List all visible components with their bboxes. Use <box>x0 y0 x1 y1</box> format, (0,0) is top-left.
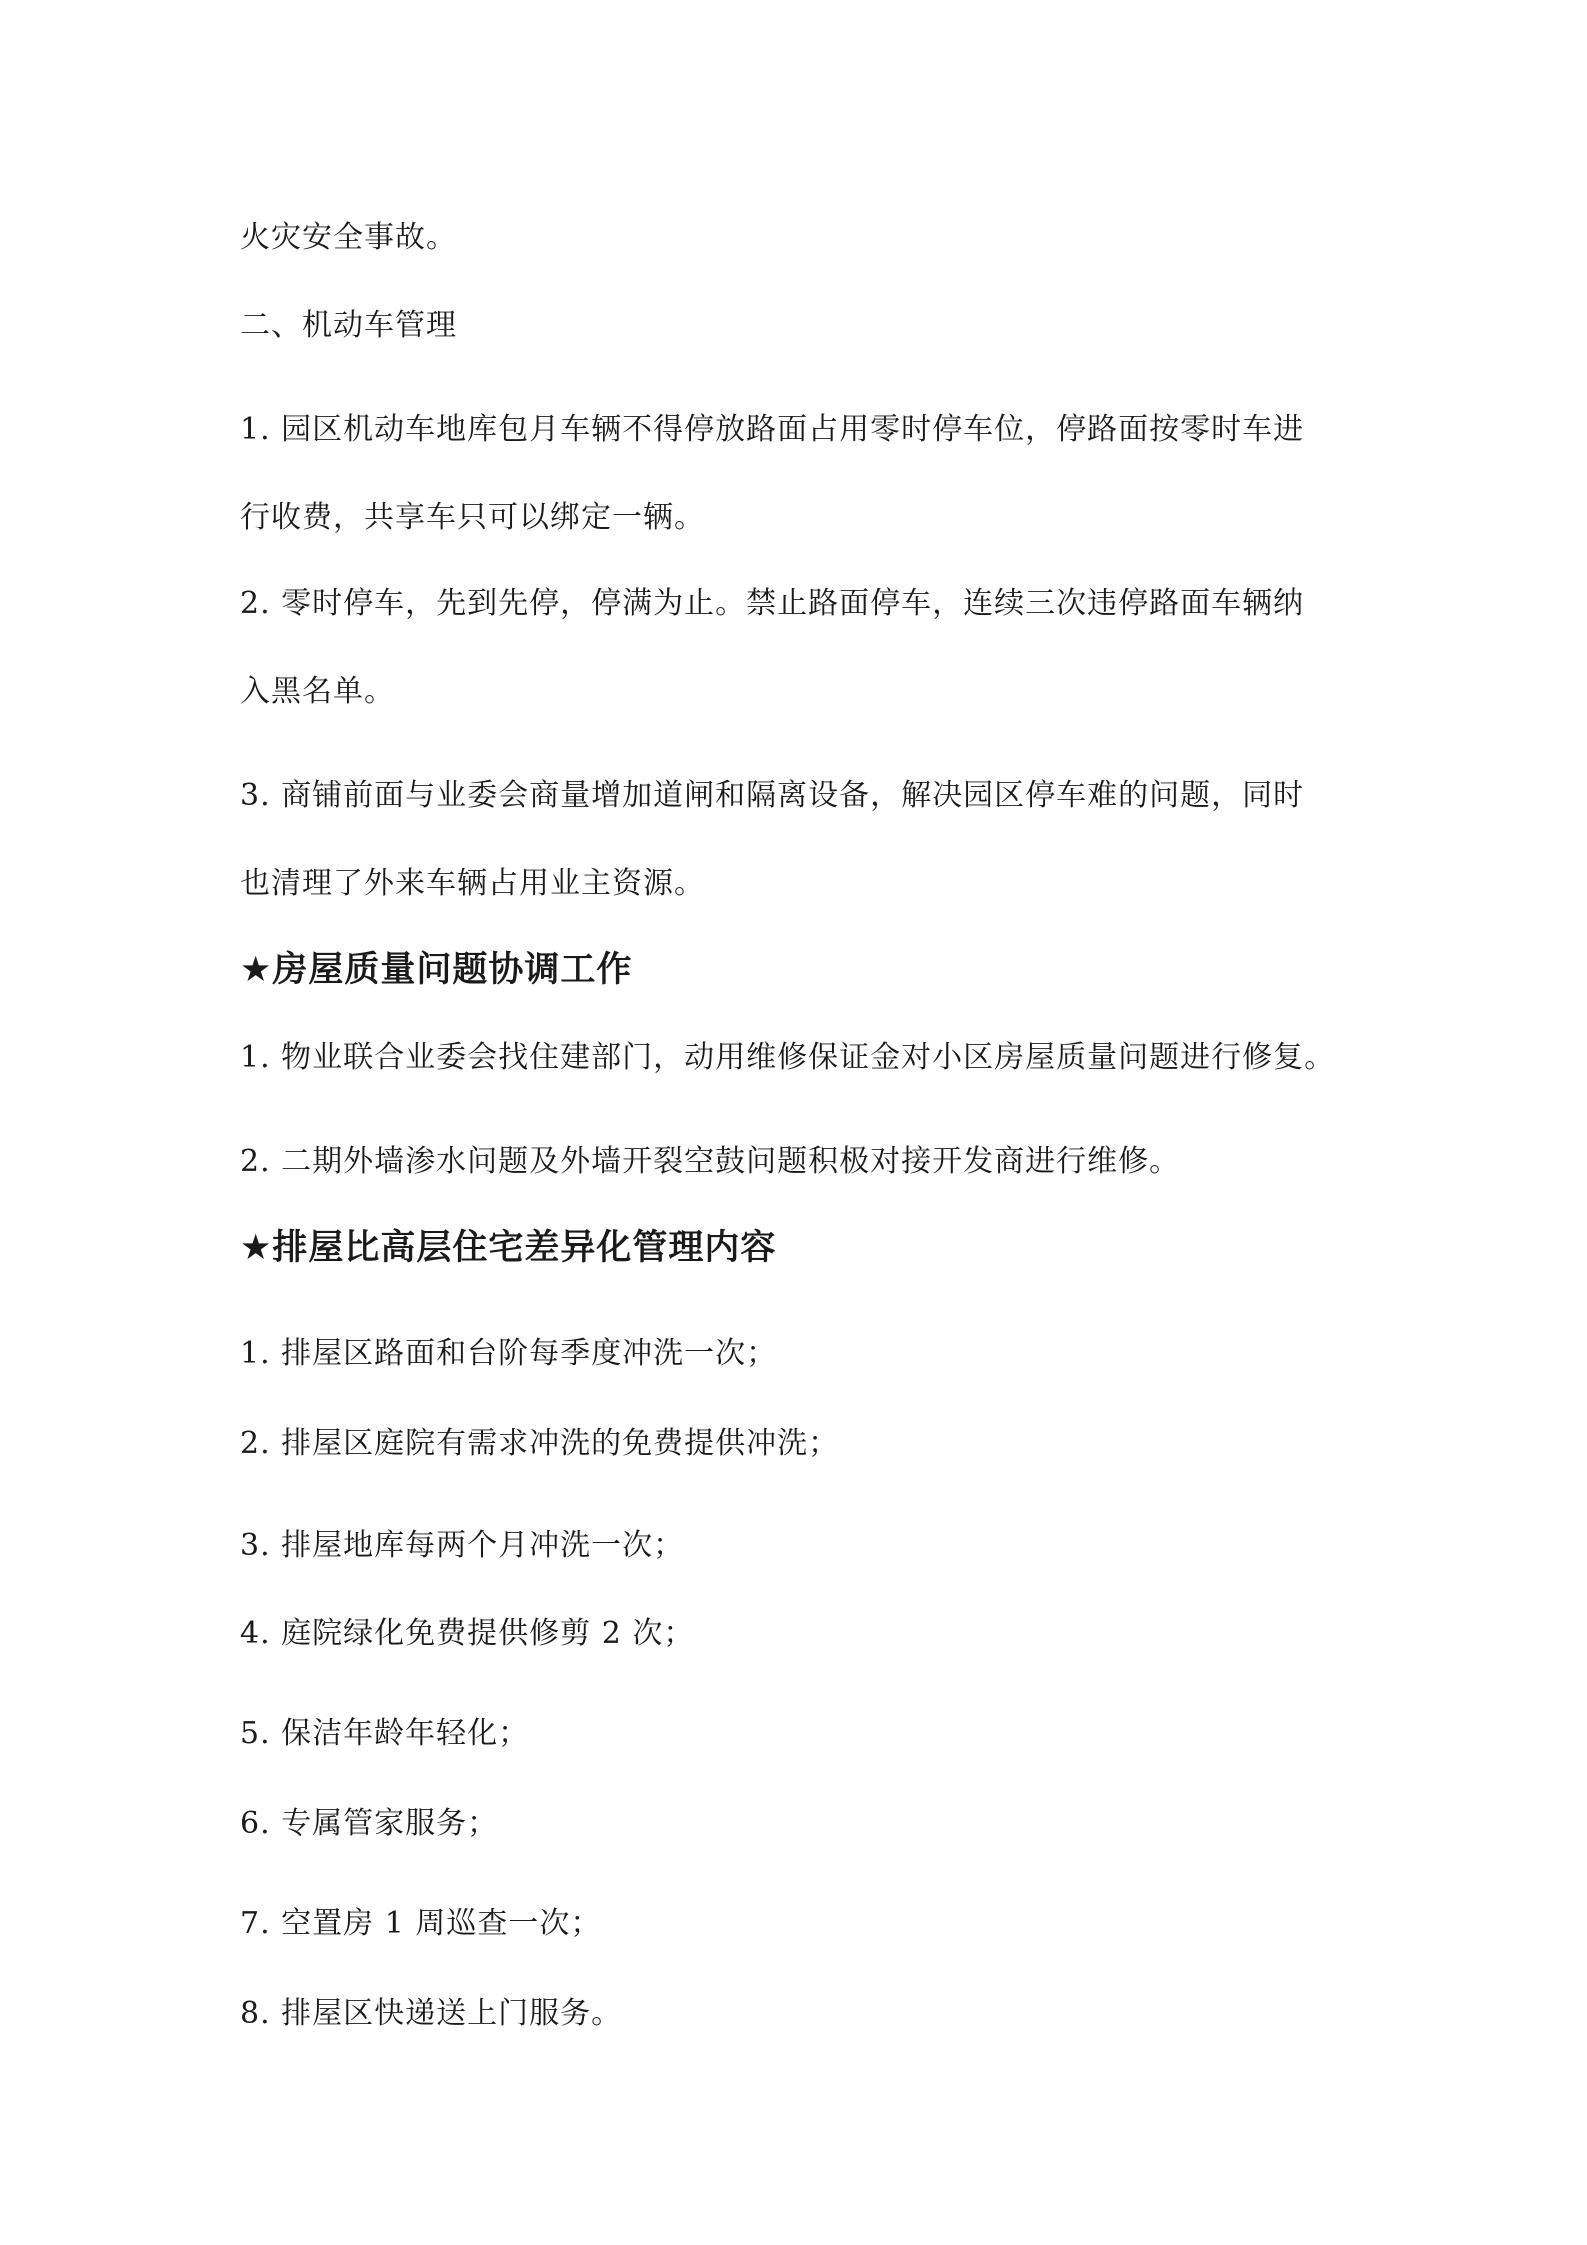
section-title-vehicle: 二、机动车管理 <box>240 308 457 343</box>
vehicle-item-3-line-1: 3. 商铺前面与业委会商量增加道闸和隔离设备，解决园区停车难的问题，同时 <box>240 778 1305 813</box>
townhouse-item-8: 8. 排屋区快递送上门服务。 <box>240 1996 623 2031</box>
continued-text: 火灾安全事故。 <box>240 220 457 255</box>
quality-item-2: 2. 二期外墙渗水问题及外墙开裂空鼓问题积极对接开发商进行维修。 <box>240 1144 1181 1179</box>
townhouse-item-6: 6. 专属管家服务； <box>240 1806 499 1841</box>
vehicle-item-1-line-1: 1. 园区机动车地库包月车辆不得停放路面占用零时停车位，停路面按零时车进 <box>240 412 1305 447</box>
vehicle-item-2-line-2: 入黑名单。 <box>240 674 395 709</box>
townhouse-item-2: 2. 排屋区庭院有需求冲洗的免费提供冲洗； <box>240 1426 840 1461</box>
townhouse-item-7: 7. 空置房 1 周巡查一次； <box>240 1906 602 1941</box>
vehicle-item-2-line-1: 2. 零时停车，先到先停，停满为止。禁止路面停车，连续三次违停路面车辆纳 <box>240 586 1305 621</box>
townhouse-item-4: 4. 庭院绿化免费提供修剪 2 次； <box>240 1616 695 1651</box>
townhouse-item-1: 1. 排屋区路面和台阶每季度冲洗一次； <box>240 1336 778 1371</box>
vehicle-item-3-line-2: 也清理了外来车辆占用业主资源。 <box>240 866 705 901</box>
vehicle-item-1-line-2: 行收费，共享车只可以绑定一辆。 <box>240 500 705 535</box>
townhouse-item-3: 3. 排屋地库每两个月冲洗一次； <box>240 1528 685 1563</box>
quality-item-1: 1. 物业联合业委会找住建部门，动用维修保证金对小区房屋质量问题进行修复。 <box>240 1040 1336 1075</box>
townhouse-item-5: 5. 保洁年龄年轻化； <box>240 1716 530 1751</box>
section-title-townhouse: ★排屋比高层住宅差异化管理内容 <box>240 1228 777 1268</box>
section-title-quality: ★房屋质量问题协调工作 <box>240 950 633 990</box>
